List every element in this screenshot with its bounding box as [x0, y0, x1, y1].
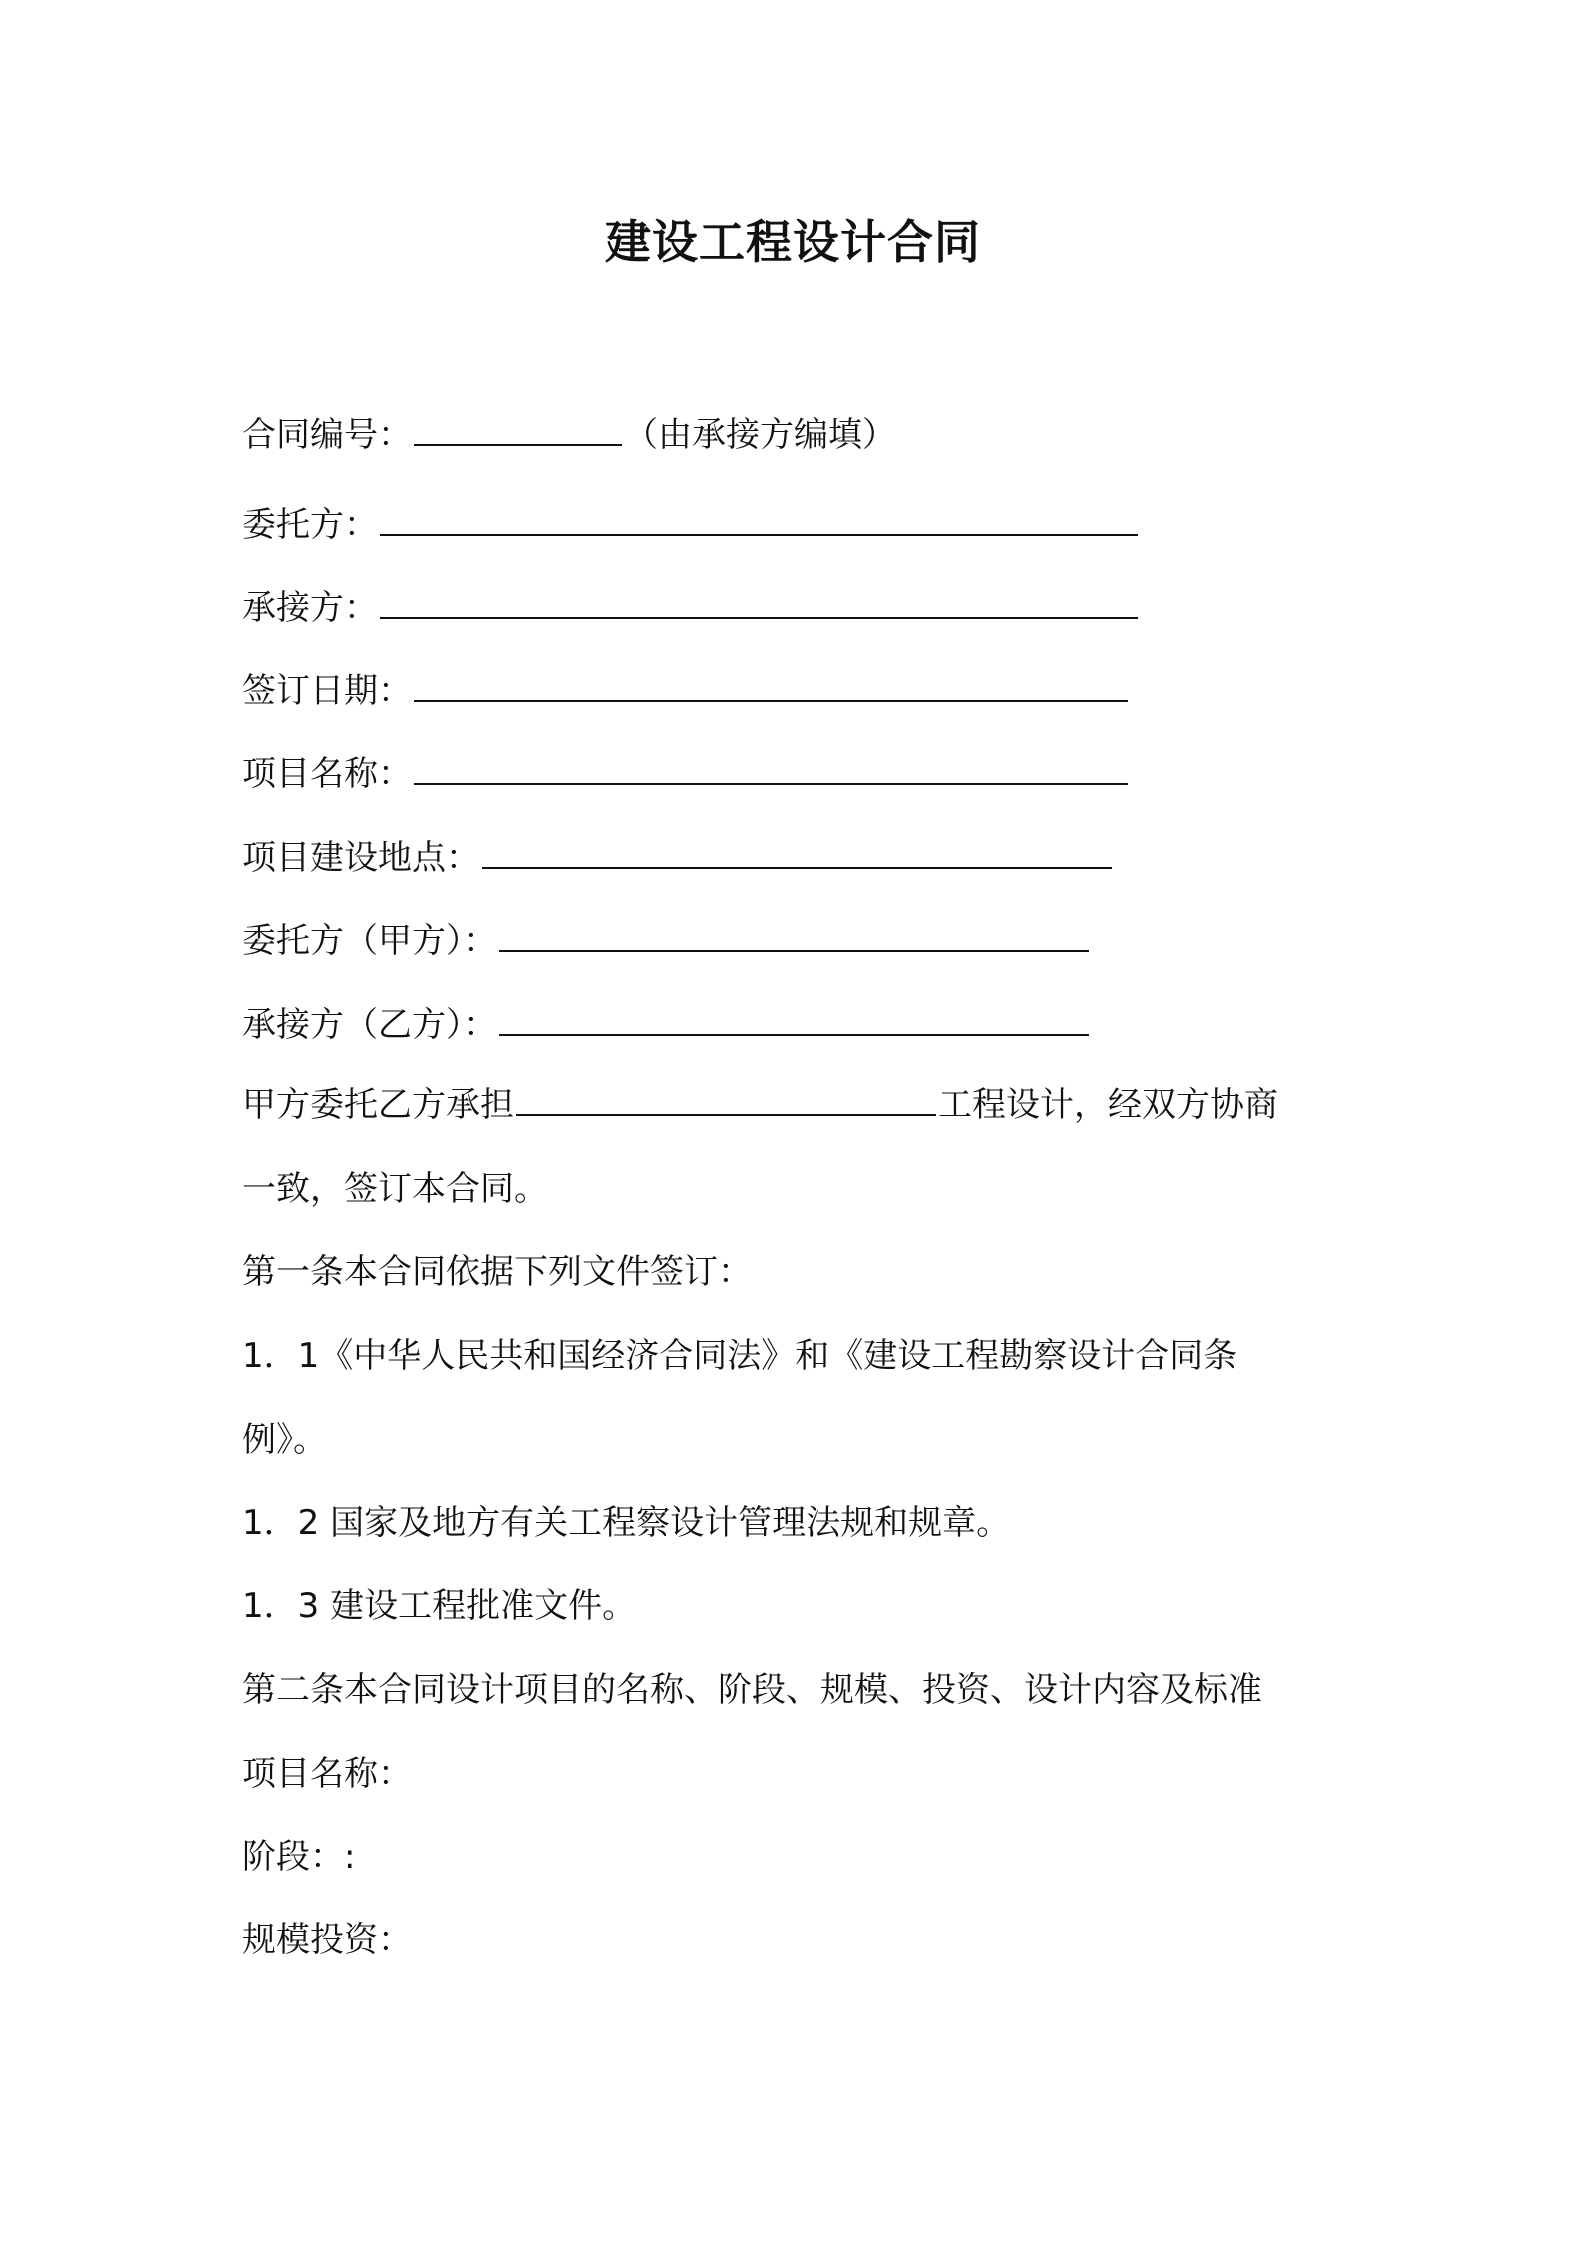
project-scope-blank[interactable] [516, 1084, 936, 1116]
client-label: 委托方： [242, 505, 378, 545]
sign-date-row [242, 669, 1130, 713]
article-2-title: 第二条本合同设计项目的名称、阶段、规模、投资、设计内容及标准 [242, 1670, 1262, 1710]
item-1-3: 1．3 建设工程批准文件。 [242, 1586, 637, 1626]
contractor-row [242, 586, 1140, 630]
contractor-b-label: 承接方（乙方）： [242, 1005, 497, 1045]
client-a-blank[interactable] [499, 920, 1089, 952]
article-2-project-name: 项目名称： [242, 1754, 412, 1794]
project-site-blank[interactable] [482, 837, 1112, 869]
project-name-row [242, 752, 1130, 796]
contract-number-row [242, 413, 896, 457]
intro-line-2: 一致，签订本合同。 [242, 1169, 548, 1209]
item-1-2: 1．2 国家及地方有关工程察设计管理法规和规章。 [242, 1503, 1011, 1543]
client-a-label: 委托方（甲方）： [242, 921, 497, 961]
article-2-scale-investment: 规模投资： [242, 1920, 412, 1960]
contract-number-note: （由承接方编填） [624, 415, 896, 455]
contract-number-blank[interactable] [414, 414, 622, 446]
intro-line-1 [242, 1083, 1278, 1127]
item-1-1-line-2: 例》。 [242, 1420, 327, 1460]
sign-date-label: 签订日期： [242, 671, 412, 711]
document-title: 建设工程设计合同 [605, 215, 981, 269]
client-a-row [242, 919, 1091, 963]
client-blank[interactable] [380, 504, 1138, 536]
project-name-label: 项目名称： [242, 754, 412, 794]
article-1-title: 第一条本合同依据下列文件签订： [242, 1252, 752, 1292]
contractor-blank[interactable] [380, 587, 1138, 619]
project-site-label: 项目建设地点： [242, 838, 480, 878]
article-2-stage: 阶段：: [242, 1837, 356, 1877]
contract-number-label: 合同编号： [242, 415, 412, 455]
client-row [242, 503, 1140, 547]
intro-suffix: 工程设计，经双方协商 [938, 1085, 1278, 1125]
contractor-b-row [242, 1003, 1091, 1047]
intro-prefix: 甲方委托乙方承担 [242, 1085, 514, 1125]
sign-date-blank[interactable] [414, 670, 1128, 702]
item-1-1-line-1: 1．1《中华人民共和国经济合同法》和《建设工程勘察设计合同条 [242, 1336, 1238, 1376]
project-site-row [242, 836, 1114, 880]
contractor-b-blank[interactable] [499, 1004, 1089, 1036]
contractor-label: 承接方： [242, 588, 378, 628]
project-name-blank[interactable] [414, 753, 1128, 785]
